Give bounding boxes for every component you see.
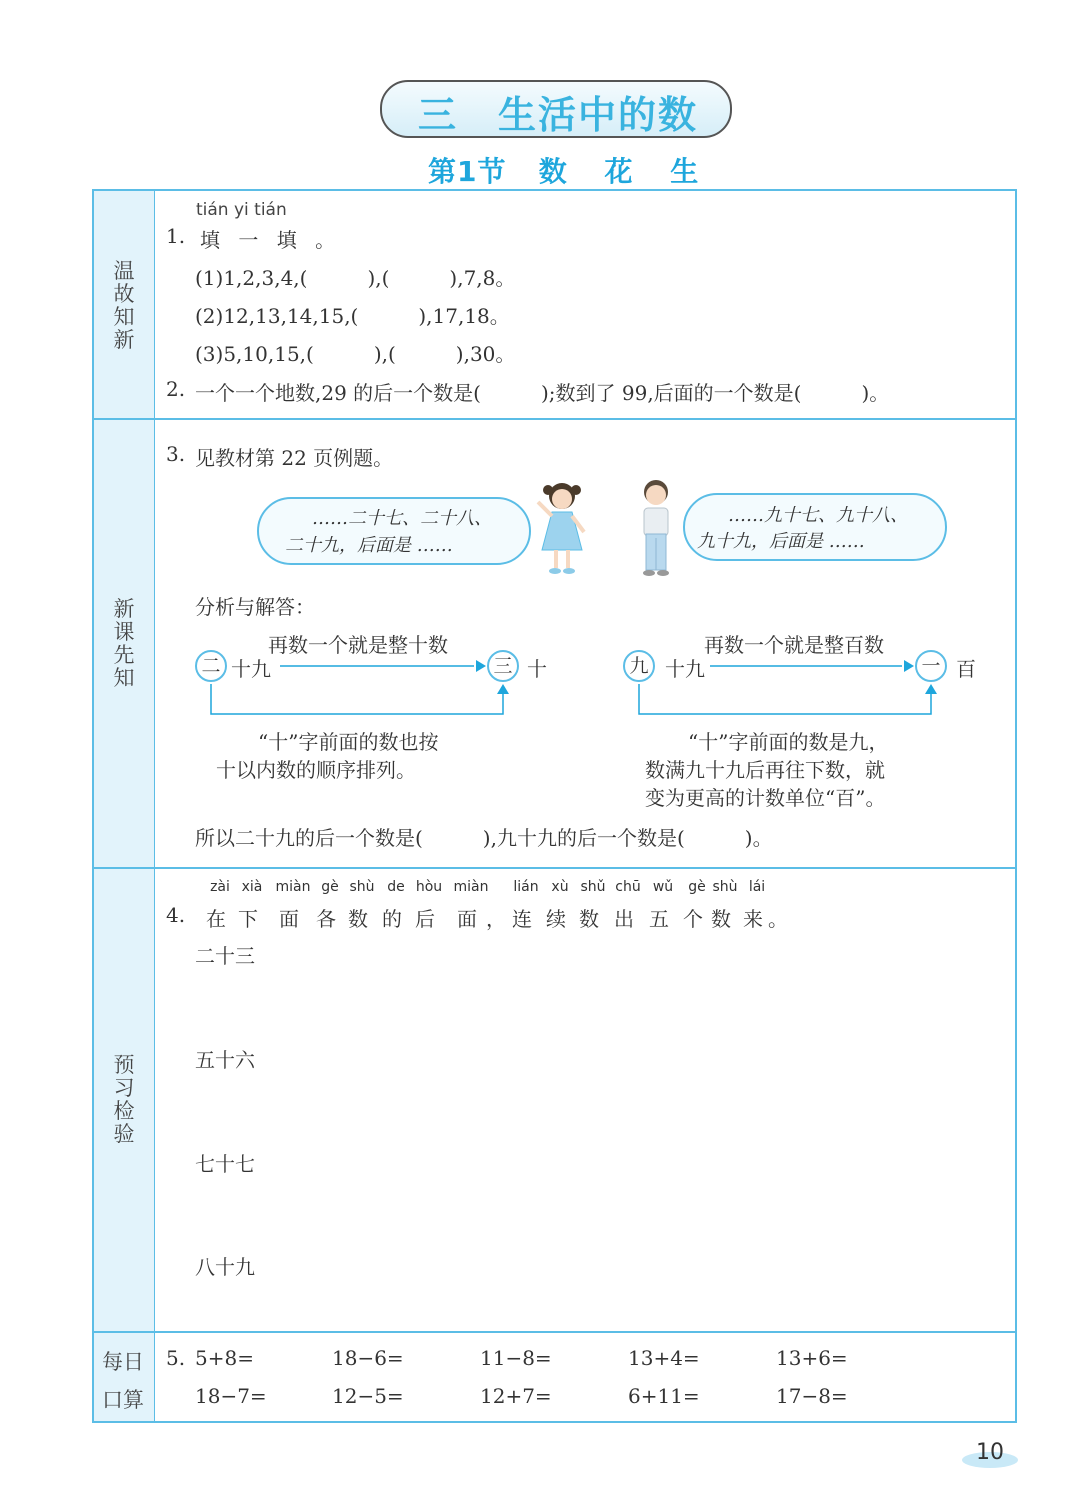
chapter-number: 三 [418, 92, 457, 137]
right-end-suffix: 百 [956, 657, 976, 681]
q5-r2-c3: 12+7= [480, 1384, 552, 1408]
q4-number-2: 五十六 [195, 1048, 255, 1072]
q4-pinyin: zài [210, 879, 230, 895]
q4-pinyin: gè [688, 879, 706, 895]
q5-r1-c2: 18−6= [332, 1346, 404, 1370]
side-label-review: 温故知新 [113, 259, 135, 352]
boy-illustration [632, 478, 682, 578]
side-label-daily-1: 每日 [102, 1350, 144, 1374]
q3-conclusion: 所以二十九的后一个数是( ),九十九的后一个数是( )。 [195, 826, 773, 850]
q4-pinyin: shǔ [580, 879, 606, 895]
q4-pinyin: miàn [453, 879, 489, 895]
girl-illustration [532, 480, 592, 576]
left-end-suffix: 十 [527, 657, 547, 681]
q4-char: 出 [614, 907, 634, 931]
q4-char: 五 [649, 907, 669, 931]
right-end-circle: 一 [915, 650, 947, 682]
q4-pinyin: chū [615, 879, 641, 895]
column-divider [154, 191, 155, 1421]
q4-char: 面 [457, 907, 477, 931]
analysis-label: 分析与解答： [195, 595, 315, 619]
q5-r2-c5: 17−8= [776, 1384, 848, 1408]
right-note-line-3: 变为更高的计数单位“百”。 [645, 786, 886, 810]
q4-pinyin: de [387, 879, 405, 895]
q4-pinyin: shù [349, 879, 375, 895]
section-label: 第1节 [428, 155, 507, 188]
q4-number-3: 七十七 [195, 1152, 255, 1176]
q3-text: 见教材第 22 页例题。 [195, 446, 394, 470]
row-divider-3 [94, 1331, 1015, 1333]
q1-instruction: 填 一 填 。 [200, 228, 342, 252]
q4-char: 各 [316, 907, 336, 931]
q4-char: 数 [579, 907, 599, 931]
section-title [428, 150, 712, 190]
left-diagram-arrows [190, 640, 520, 720]
q5-r2-c2: 12−5= [332, 1384, 404, 1408]
q4-char: 后 [415, 907, 435, 931]
q4-pinyin: xù [551, 879, 569, 895]
side-label-preview-check: 预习检验 [113, 1053, 135, 1146]
bubble-left-line-1: ……二十七、二十八、 [312, 508, 492, 529]
right-diagram-arrows [618, 640, 948, 720]
side-label-daily-2: 口算 [102, 1388, 144, 1412]
q4-pinyin: lián [513, 879, 539, 895]
row-divider-2 [94, 867, 1015, 869]
q1-item-1: (1)1,2,3,4,( ),( ),7,8。 [195, 266, 516, 290]
q4-pinyin: miàn [275, 879, 311, 895]
q4-char: 在 [206, 907, 226, 931]
q4-pinyin: gè [321, 879, 339, 895]
q3-number: 3. [166, 442, 186, 466]
q5-r2-c4: 6+11= [628, 1384, 700, 1408]
q4-char: ， [486, 907, 506, 931]
right-start-suffix: 十九 [665, 657, 705, 681]
q5-number: 5. [166, 1346, 186, 1370]
right-note-line-2: 数满九十九后再往下数，就 [645, 758, 885, 782]
q4-pinyin: wǔ [652, 879, 674, 895]
q4-pinyin: shù [712, 879, 738, 895]
q4-char: 。 [768, 907, 788, 931]
q4-char: 下 [238, 907, 258, 931]
left-note-line-2: 十以内数的顺序排列。 [216, 758, 416, 782]
q1-item-2: (2)12,13,14,15,( ),17,18。 [195, 304, 510, 328]
q4-char: 数 [348, 907, 368, 931]
q1-pinyin: tián yi tián [196, 200, 287, 220]
q4-pinyin: hòu [415, 879, 443, 895]
q4-char: 面 [279, 907, 299, 931]
q4-char: 来 [743, 907, 763, 931]
q5-r1-c4: 13+4= [628, 1346, 700, 1370]
left-note-line-1: “十”字前面的数也按 [258, 730, 439, 754]
q4-pinyin: lái [748, 879, 766, 895]
q2-number: 2. [166, 377, 186, 401]
q4-char: 连 [512, 907, 532, 931]
q5-r1-c3: 11−8= [480, 1346, 552, 1370]
left-start-suffix: 十九 [231, 657, 271, 681]
q5-r2-c1: 18−7= [195, 1384, 267, 1408]
q4-number: 4. [166, 903, 186, 927]
q4-number-1: 二十三 [195, 944, 255, 968]
q4-char: 续 [546, 907, 566, 931]
bubble-right-line-1: ……九十七、九十八、 [728, 505, 908, 526]
q5-r1-c5: 13+6= [776, 1346, 848, 1370]
row-divider-1 [94, 418, 1015, 420]
q5-r1-c1: 5+8= [195, 1346, 254, 1370]
q4-number-4: 八十九 [195, 1255, 255, 1279]
bubble-right-line-2: 九十九，后面是 …… [697, 531, 865, 552]
right-start-circle: 九 [623, 650, 655, 682]
q4-char: 的 [382, 907, 402, 931]
q1-item-3: (3)5,10,15,( ),( ),30。 [195, 342, 516, 366]
page-number: 10 [976, 1440, 1004, 1465]
left-diagram-top-text: 再数一个就是整十数 [268, 633, 448, 657]
q1-number: 1. [166, 224, 186, 248]
q2-text: 一个一个地数,29 的后一个数是( );数到了 99,后面的一个数是( )。 [195, 381, 890, 405]
q4-char: 数 [711, 907, 731, 931]
q4-pinyin: xià [241, 879, 263, 895]
left-start-circle: 二 [195, 650, 227, 682]
right-diagram-top-text: 再数一个就是整百数 [704, 633, 884, 657]
bubble-left-line-2: 二十九，后面是 …… [285, 535, 453, 556]
side-label-preview-lesson: 新课先知 [113, 597, 135, 690]
q4-char: 个 [683, 907, 703, 931]
section-name: 数 花 生 [538, 155, 713, 188]
left-end-circle: 三 [487, 650, 519, 682]
right-note-line-1: “十”字前面的数是九， [688, 730, 889, 754]
chapter-title: 生活中的数 [498, 92, 699, 137]
